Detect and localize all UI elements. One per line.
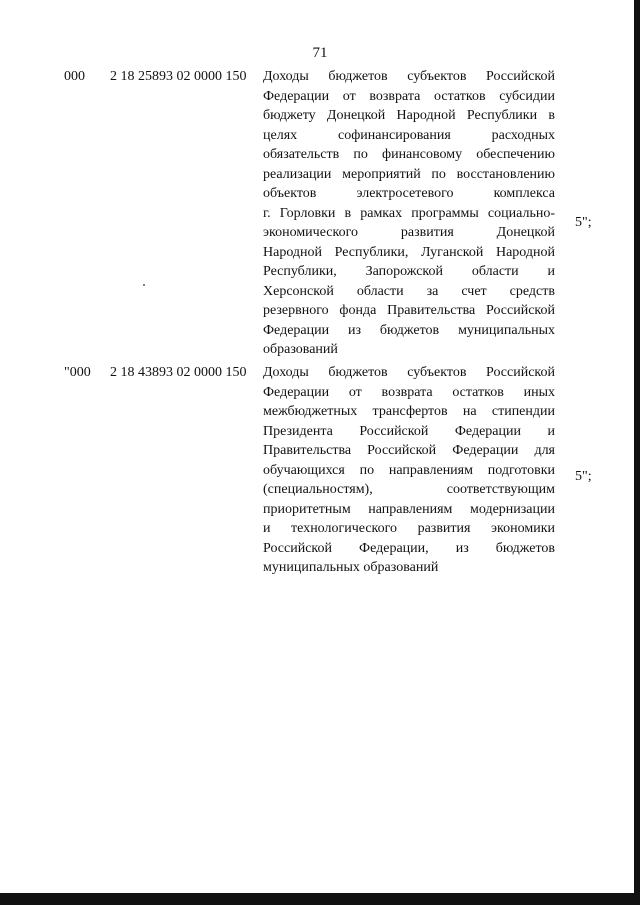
description-line: Херсонской области за счет средств	[263, 283, 555, 299]
description-line: обучающихся по направлениям подготовки	[263, 462, 555, 478]
amount-value: 5";	[575, 469, 592, 484]
scan-edge-bottom	[0, 893, 640, 905]
description-line: целях софинансирования расходных	[263, 127, 555, 143]
budget-classification-code: 2 18 43893 02 0000 150	[110, 365, 247, 380]
description-line: Народной Республики, Луганской Народной	[263, 244, 555, 260]
description-line: Республики, Запорожской области и	[263, 264, 555, 279]
description-line: реализации мероприятий по восстановлению	[263, 166, 555, 182]
description-line: Президента Российской Федерации и	[263, 423, 555, 439]
description-line: объектов электросетевого комплекса	[263, 186, 555, 201]
description-line: межбюджетных трансфертов на стипендии	[263, 404, 555, 419]
description-line: экономического развития Донецкой	[263, 225, 555, 240]
amount-value: 5";	[575, 215, 592, 230]
income-description	[263, 363, 555, 578]
scan-edge-right	[634, 0, 640, 905]
description-line: Правительства Российской Федерации для	[263, 443, 555, 458]
description-line: Российской Федерации, из бюджетов	[263, 540, 555, 556]
description-line: Доходы бюджетов субъектов Российской	[263, 69, 555, 84]
description-line: г. Горловки в рамках программы социально-	[263, 205, 555, 221]
income-description	[263, 67, 555, 360]
description-line: и технологического развития экономики	[263, 521, 555, 536]
description-line: обязательств по финансовому обеспечению	[263, 147, 555, 162]
page-number: 71	[312, 45, 328, 61]
admin-code: 000	[64, 69, 85, 84]
description-line: Федерации от возврата остатков субсидии	[263, 88, 555, 104]
description-line: муниципальных образований	[263, 560, 439, 575]
description-line: приоритетным направлениям модернизации	[263, 501, 555, 517]
scan-speck	[143, 284, 145, 286]
description-line: резервного фонда Правительства Российской	[263, 303, 555, 318]
admin-code: "000	[64, 365, 91, 380]
budget-classification-code: 2 18 25893 02 0000 150	[110, 69, 247, 84]
description-line: бюджету Донецкой Народной Республики в	[263, 108, 555, 123]
description-line: образований	[263, 342, 338, 357]
description-line: Доходы бюджетов субъектов Российской	[263, 365, 555, 380]
description-line: Федерации из бюджетов муниципальных	[263, 322, 555, 338]
description-line: (специальностям), соответствующим	[263, 482, 555, 497]
description-line: Федерации от возврата остатков иных	[263, 384, 555, 400]
